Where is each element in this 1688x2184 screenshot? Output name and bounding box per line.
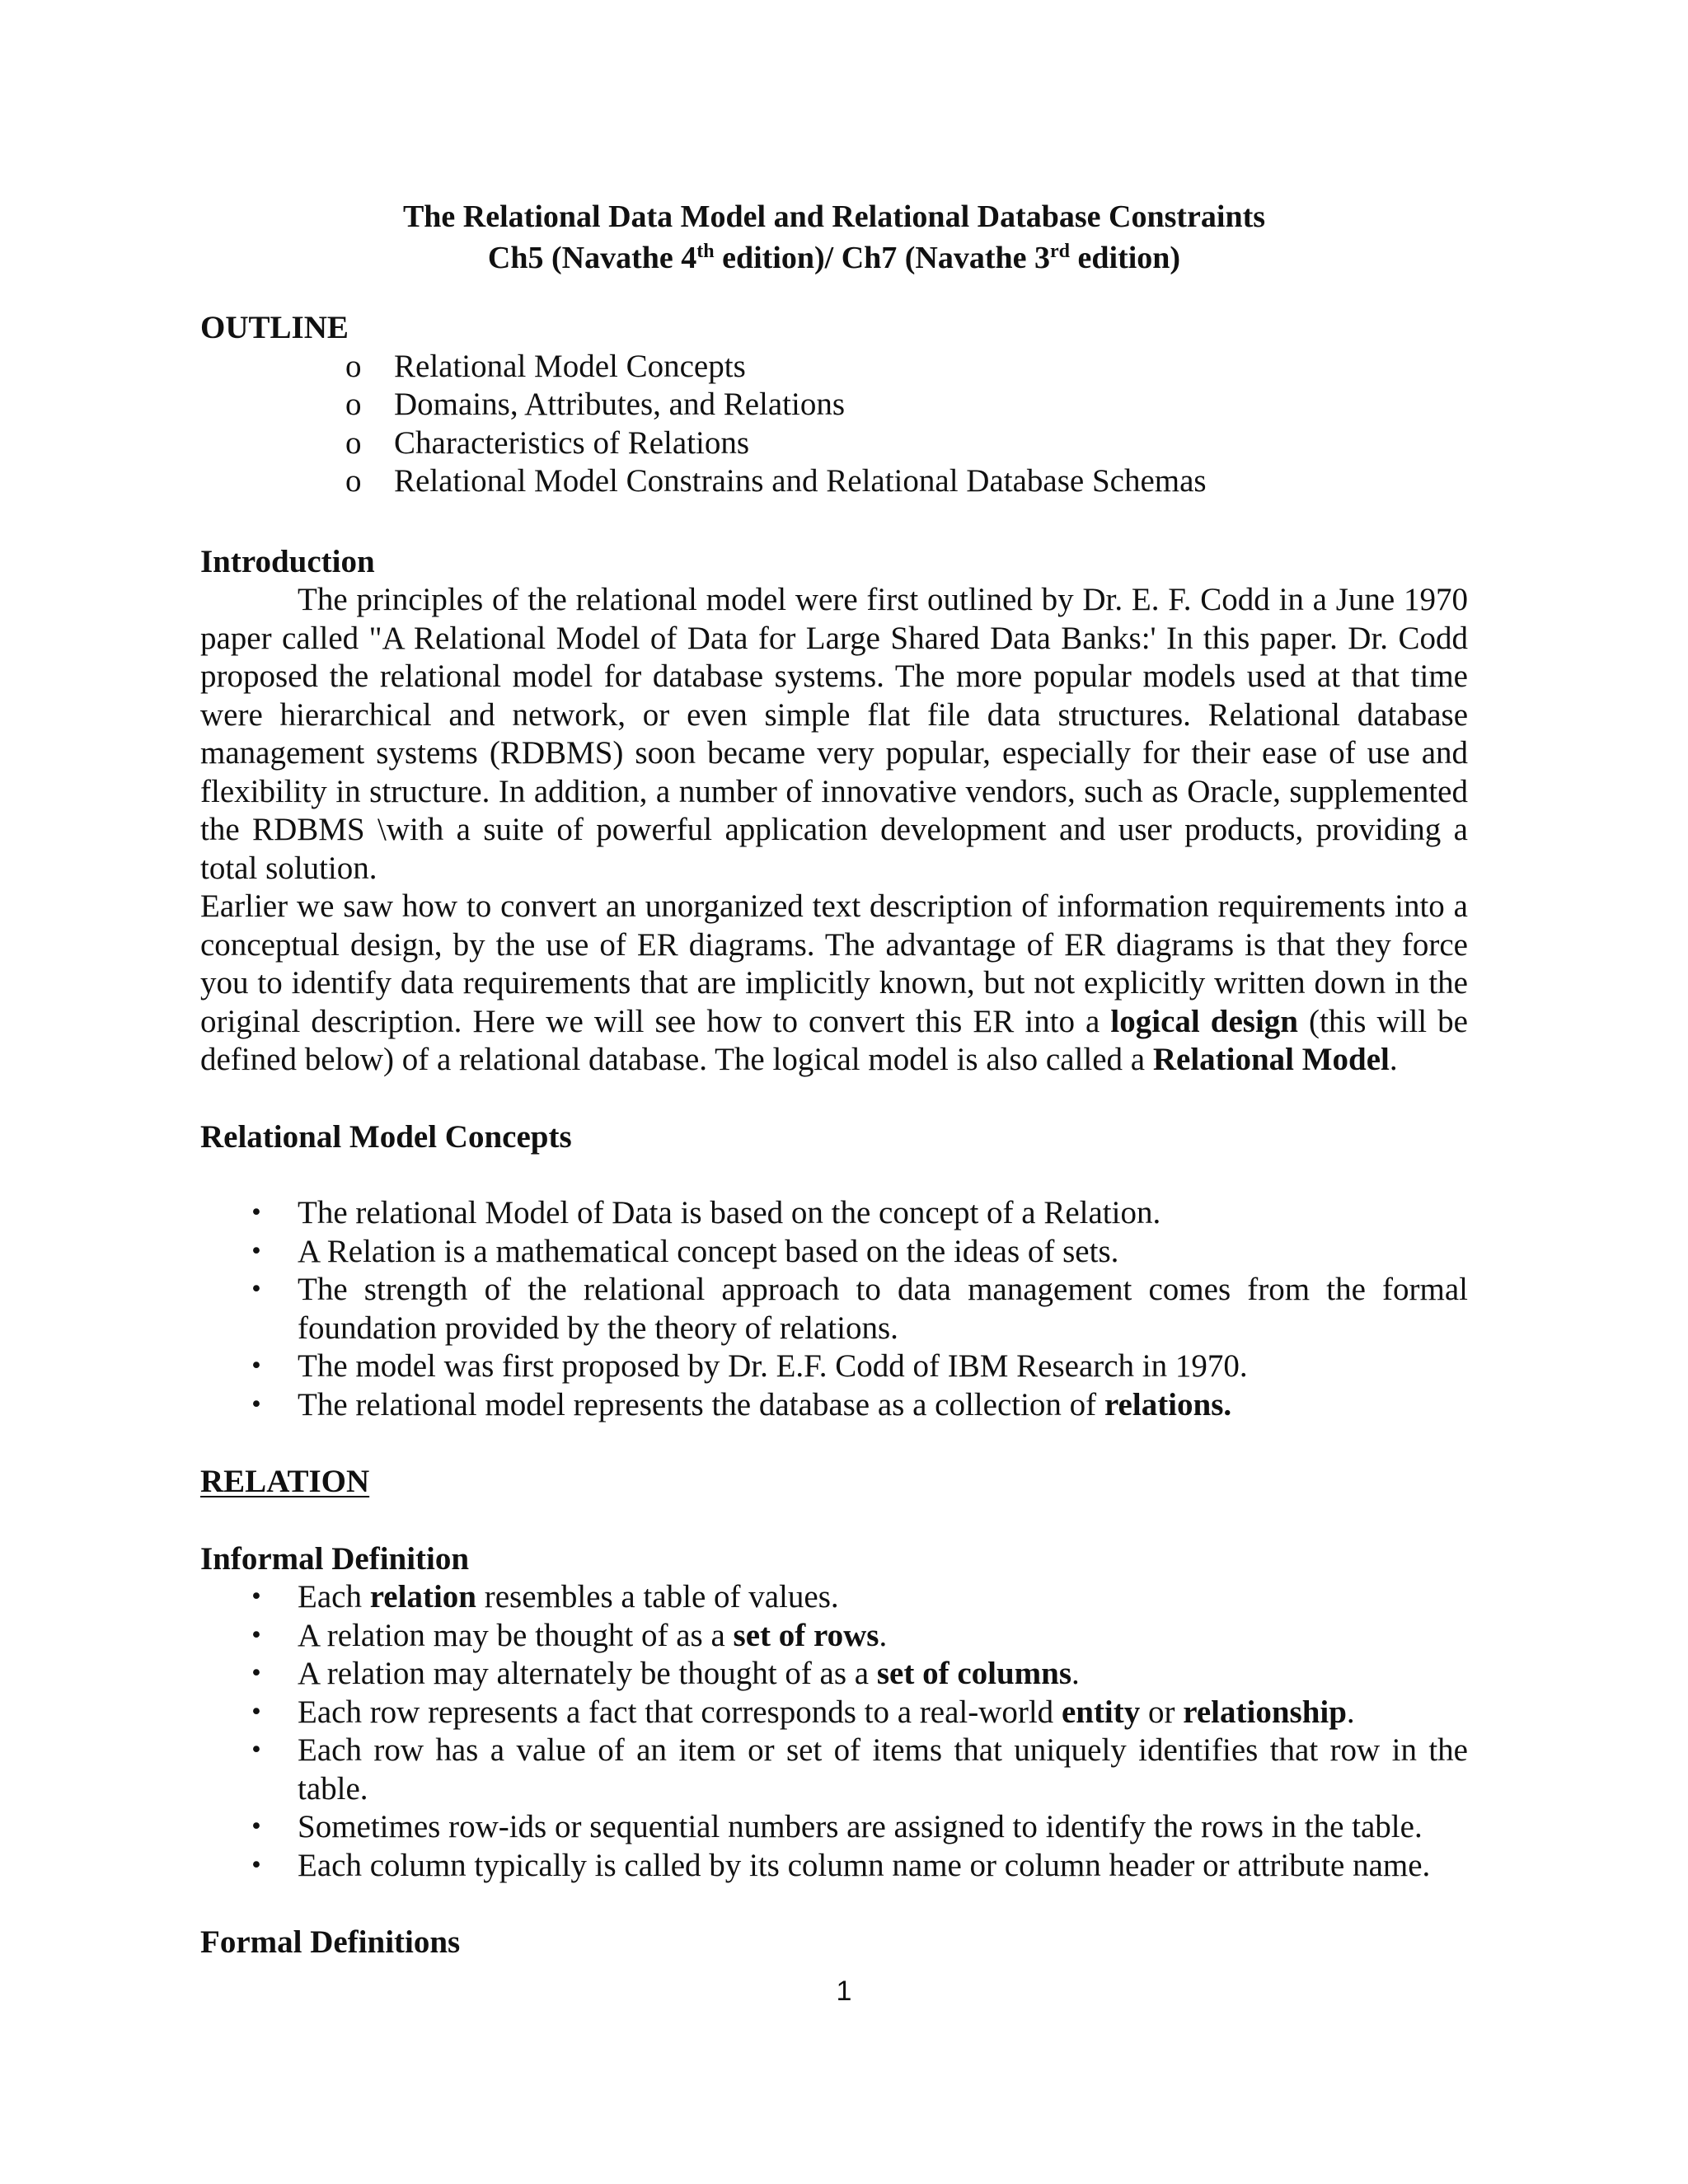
informal-item-text: A relation may be thought of as a <box>298 1617 734 1653</box>
outline-item <box>200 348 1468 387</box>
informal-list-item <box>200 1732 1468 1808</box>
bullet-icon: • <box>250 1277 263 1302</box>
informal-item-text: Each row has a value of an item or set of items that uniquely identifies that row in the table. <box>298 1732 1468 1807</box>
bullet-icon: • <box>250 1584 263 1610</box>
informal-item-text: Each column typically is called by its column name or column header or attribute name. <box>298 1847 1431 1883</box>
concepts-item-text: The relational Model of Data is based on the concept of a Relation. <box>298 1195 1161 1230</box>
informal-list-item <box>200 1617 1468 1656</box>
title-line-2-part-a: Ch5 (Navathe 4 <box>487 241 697 275</box>
informal-item-text: Sometimes row-ids or sequential numbers are assigned to identify the rows in the table. <box>298 1809 1423 1844</box>
formal-definitions-heading: Formal Definitions <box>200 1924 461 1960</box>
outline-marker: o <box>345 463 362 499</box>
informal-item-bold: relation <box>369 1579 476 1615</box>
outline-item <box>200 386 1468 424</box>
bullet-icon: • <box>250 1814 263 1840</box>
informal-item-text: resembles a table of values. <box>476 1579 839 1615</box>
concepts-item-bold-relations: relations. <box>1104 1386 1232 1422</box>
intro-p2-text-b: (this will be defined below) of a relational database. The logical model is also called a <box>200 1003 1468 1077</box>
intro-p2-text-a: Earlier we saw how to convert an unorganized text description of information requirements into a conceptual design, by the use of ER diagrams. The advantage of ER diagrams is that they force you to identify data requirements that are implicitly known, but not explicitly written down in the original description. Here we will see how to convert this ER into a <box>200 888 1468 1039</box>
outline-heading: OUTLINE <box>200 310 349 345</box>
introduction-paragraph-1: The principles of the relational model were first outlined by Dr. E. F. Codd in a June 1970 paper called "A Relational Model of Data for Large Shared Data Banks:' In this paper. Dr. Codd proposed the relational model for database systems. The more popular models used at that time were hierarchical and network, or even simple flat file data structures. Relational database management systems (RDBMS) soon became very popular, especially for their ease of use and flexibility in structure. In addition, a number of innovative vendors, such as Oracle, supplemented the RDBMS \with a suite of powerful application development and user products, providing a total solution. <box>200 582 1468 886</box>
intro-p2-text-c: . <box>1389 1042 1398 1077</box>
title-line-2 <box>200 237 1468 279</box>
outline-item-text: Characteristics of Relations <box>394 424 750 461</box>
informal-list-item <box>200 1847 1468 1886</box>
concepts-list-item <box>200 1386 1468 1425</box>
informal-item-text: . <box>879 1617 888 1653</box>
concepts-list-item <box>200 1233 1468 1272</box>
outline-item-text: Domains, Attributes, and Relations <box>394 387 846 422</box>
title-line-2-part-b: edition)/ Ch7 (Navathe 3 <box>714 241 1051 275</box>
introduction-paragraph-2 <box>200 888 1468 1080</box>
concepts-list-item <box>200 1347 1468 1386</box>
outline-item-text: Relational Model Concepts <box>394 348 746 384</box>
relation-heading: RELATION <box>200 1464 370 1499</box>
informal-item-text: A relation may alternately be thought of as a <box>298 1656 877 1691</box>
title-superscript-rd: rd <box>1050 241 1071 262</box>
concepts-heading: Relational Model Concepts <box>200 1118 572 1155</box>
page-content <box>200 196 1468 1962</box>
bullet-icon: • <box>250 1852 263 1878</box>
informal-item-bold: set of rows <box>733 1617 879 1653</box>
informal-list-item <box>200 1808 1468 1847</box>
title-line-2-part-c: edition) <box>1070 241 1181 275</box>
outline-list <box>200 348 1468 501</box>
bullet-icon: • <box>250 1391 263 1418</box>
informal-item-text: . <box>1346 1694 1355 1730</box>
concepts-item-text: The model was first proposed by Dr. E.F. Codd of IBM Research in 1970. <box>298 1348 1248 1384</box>
concepts-list-item <box>200 1194 1468 1233</box>
outline-marker: o <box>345 387 362 422</box>
bullet-icon: • <box>250 1622 263 1648</box>
outline-marker: o <box>345 424 362 461</box>
concepts-list <box>200 1194 1468 1424</box>
outline-marker: o <box>345 348 362 384</box>
title-line-1: The Relational Data Model and Relational Database Constraints <box>402 199 1266 234</box>
informal-list-item <box>200 1694 1468 1732</box>
informal-list-item <box>200 1655 1468 1694</box>
informal-definition-list <box>200 1578 1468 1885</box>
informal-definition-heading: Informal Definition <box>200 1540 470 1577</box>
bullet-icon: • <box>250 1661 263 1686</box>
informal-item-text: Each <box>298 1579 370 1615</box>
bullet-icon: • <box>250 1699 263 1725</box>
informal-item-bold: relationship <box>1183 1694 1347 1730</box>
concepts-item-text: The strength of the relational approach to data management comes from the formal foundation provided by the theory of relations. <box>298 1272 1468 1346</box>
title-superscript-th: th <box>696 241 715 262</box>
informal-item-text: or <box>1140 1694 1184 1730</box>
intro-p2-bold-relational-model: Relational Model <box>1152 1042 1390 1077</box>
concepts-item-text: A Relation is a mathematical concept based on the ideas of sets. <box>298 1233 1119 1269</box>
document-title <box>200 196 1468 279</box>
informal-list-item <box>200 1578 1468 1617</box>
intro-p2-bold-logical-design: logical design <box>1110 1003 1298 1039</box>
concepts-list-item <box>200 1271 1468 1347</box>
outline-item <box>200 462 1468 501</box>
page-number: 1 <box>836 1975 852 2007</box>
outline-item <box>200 424 1468 463</box>
bullet-icon: • <box>250 1353 263 1379</box>
bullet-icon: • <box>250 1737 263 1763</box>
informal-item-text: . <box>1071 1656 1080 1691</box>
outline-item-text: Relational Model Constrains and Relational Database Schemas <box>394 463 1207 499</box>
bullet-icon: • <box>250 1200 263 1226</box>
concepts-item-text: The relational model represents the database as a collection of <box>298 1386 1104 1422</box>
informal-item-bold: entity <box>1061 1694 1141 1730</box>
informal-item-bold: set of columns <box>876 1656 1072 1691</box>
bullet-icon: • <box>250 1238 263 1264</box>
introduction-heading: Introduction <box>200 543 375 579</box>
informal-item-text: Each row represents a fact that corresponds to a real-world <box>298 1694 1062 1730</box>
